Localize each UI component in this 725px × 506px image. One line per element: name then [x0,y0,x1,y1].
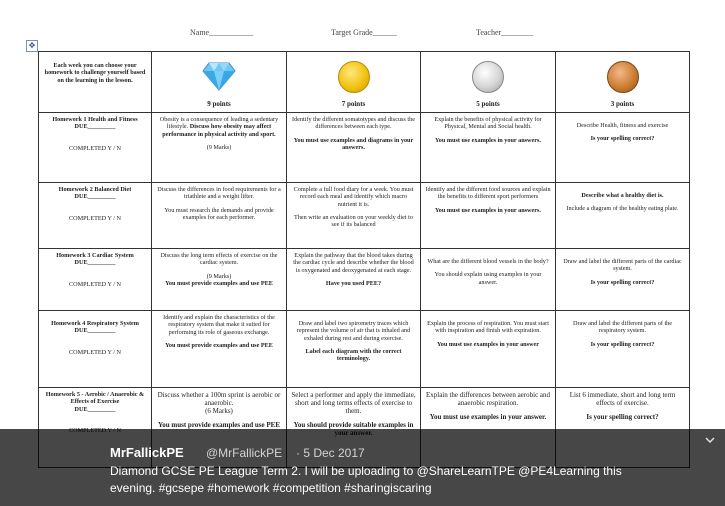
completed-line: COMPLETED Y / N [69,144,121,152]
due-line: DUE_________ [74,327,116,335]
homework-table [38,51,690,468]
task-text: Discuss the differences in food requirements for a triathlete and a weight lifter. [157,185,281,201]
task-text: Identify the different somatotypes and discuss the differences between each type. [292,115,415,131]
completed-line: COMPLETED Y / N [69,214,121,222]
points-label: 5 points [476,100,500,108]
due-line: DUE_________ [74,193,116,201]
task-cell [421,310,556,387]
task-emphasis: You should provide suitable examples in [293,420,414,429]
task-emphasis: Discuss how obesity may affect performance in physical activity and sport. [162,123,276,138]
task-cell [287,310,421,387]
gold-medal-icon [338,61,370,93]
completed-line: COMPLETED Y / N [69,348,121,356]
task-emphasis: You must use examples in your answer. [429,412,547,421]
points-label: 9 points [207,100,231,109]
task-text: Select a performer and apply the immediate, short and long terms effects of exercise to them. [291,390,416,415]
task-emphasis: Is your spelling correct? [586,412,659,421]
task-emphasis: You must use examples in your answers. [435,136,541,144]
teacher-field: Teacher________ [476,28,534,37]
level-silver [421,52,556,113]
task-cell [287,182,421,248]
task-emphasis: Describe what a healthy diet is. [581,191,664,199]
task-cell [152,112,287,182]
task-emphasis: Have you used PEE? [325,280,382,288]
task-text: Complete a full food diary for a week. You must record each meal and identify which macro nutrient it is. [293,185,414,208]
task-text: Identify and explain the characteristics of the respiratory system that make it suited for performing its role of gaseous exchange. [163,313,275,336]
homework-title: Homework 5 - Aerobic / Anaerobic & Effects of Exercise [45,390,145,406]
intro-cell: Each week you can choose your homework to challenge yourself based on the learning in the lesson. [39,52,152,113]
chevron-down-icon[interactable] [705,437,715,443]
homework-row [39,112,690,182]
task-cell [556,112,690,182]
due-line: DUE_________ [74,259,116,267]
task-text: Obesity is a consequence of leading a sedentary lifestyle. [159,115,279,131]
level-gold [287,52,421,113]
homework-title: Homework 1 Health and Fitness [52,115,138,123]
task-text: Explain the process of respiration. You must start with inspiration and finish with expiration. [427,319,549,335]
task-marks: (9 Marks) [206,144,232,152]
task-text: Discuss whether a 100m sprint is aerobic or anaerobic. [157,390,281,407]
task-text: What are the different blood vessels in the body? [427,257,549,265]
task-cell [421,182,556,248]
tweet-author-name[interactable]: MrFallickPE [110,445,184,460]
homework-label-cell [39,248,152,310]
task-emphasis: You must provide examples and use PEE [157,420,280,429]
task-text: Identify and the different food sources and explain the benefits to different sport performers [425,185,551,201]
homework-label-cell [39,182,152,248]
task-text: Then write an evaluation on your weekly diet to see if its balanced [294,214,413,229]
level-bronze [556,52,690,113]
task-text: Explain the benefits of physical activity for Physical, Mental and Social health. [434,115,542,131]
task-emphasis: Label each diagram with the correct terminology. [305,348,402,363]
task-cell [152,310,287,387]
homework-title: Homework 2 Balanced Diet [58,185,132,193]
due-line: DUE_________ [74,405,116,413]
task-emphasis: You must use examples in your answers. [435,206,541,214]
tweet-author-handle[interactable]: @MrFallickPE [206,446,283,460]
task-cell [152,182,287,248]
task-text: List 6 immediate, short and long term effects of exercise. [569,390,676,407]
task-emphasis: Is your spelling correct? [590,278,655,286]
task-text: Include a diagram of the healthy eating plate. [566,205,679,213]
task-cell [421,112,556,182]
task-text: You must research the demands and provide examples for each performer. [164,206,274,222]
task-marks: (6 Marks) [205,406,233,415]
homework-row [39,182,690,248]
task-text: Explain the differences between aerobic and anaerobic respiration. [425,390,551,407]
homework-label-cell [39,310,152,387]
table-move-handle-icon[interactable]: ✥ [26,40,38,52]
target-grade-field: Target Grade______ [331,28,397,37]
task-emphasis: You must use examples in your answer [437,340,539,348]
tweet-text: Diamond GCSE PE League Term 2. I will be uploading to @ShareLearnTPE @PE4Learning this evening. #gcsepe #homework #competition #sharingiscaring [110,464,622,495]
level-diamond [152,52,287,113]
task-emphasis: You must provide examples and use PEE [165,342,273,350]
header-row [39,52,690,113]
name-field: Name___________ [190,28,254,37]
tweet-date[interactable]: · 5 Dec 2017 [296,446,365,460]
task-text: Draw and label two spirometry traces which represent the volume of air that is inhaled and exhaled during rest and during exercise. [296,319,411,342]
task-cell [152,248,287,310]
task-text: Discuss the long term effects of exercise on the cardiac system. [160,251,278,267]
task-emphasis: Is your spelling correct? [590,340,655,348]
completed-line: COMPLETED Y / N [69,280,121,288]
task-cell [421,248,556,310]
task-text: Explain the pathway that the blood takes during the cardiac cycle and describe whether the blood is oxygenated and deoxygenated at each stage. [293,251,414,274]
task-marks: (9 Marks) [206,272,232,280]
task-text: Draw and label the different parts of the cardiac system. [563,257,682,273]
homework-title: Homework 3 Cardiac System [56,251,134,259]
homework-title: Homework 4 Respiratory System [51,319,139,327]
task-text: Draw and label the different parts of the respiratory system. [572,319,673,335]
task-cell [556,310,690,387]
homework-label-cell [39,112,152,182]
points-label: 3 points [610,100,635,108]
task-cell [556,248,690,310]
task-emphasis: You must provide examples and use PEE [165,280,273,288]
task-emphasis: You must use examples and diagrams in your answers. [293,136,414,152]
points-label: 7 points [341,100,366,108]
diamond-icon [202,61,236,91]
homework-row [39,248,690,310]
tweet-caption-overlay[interactable] [0,429,725,506]
task-cell [556,182,690,248]
due-line: DUE_________ [74,123,116,131]
homework-row [39,310,690,387]
task-emphasis: Is your spelling correct? [590,135,655,143]
task-text: Describe Health, fitness and exercise [576,121,669,129]
task-cell [287,248,421,310]
silver-medal-icon [472,61,504,93]
task-cell [287,112,421,182]
bronze-medal-icon [607,61,639,93]
task-text: You should explain using examples in your answer. [434,271,542,286]
